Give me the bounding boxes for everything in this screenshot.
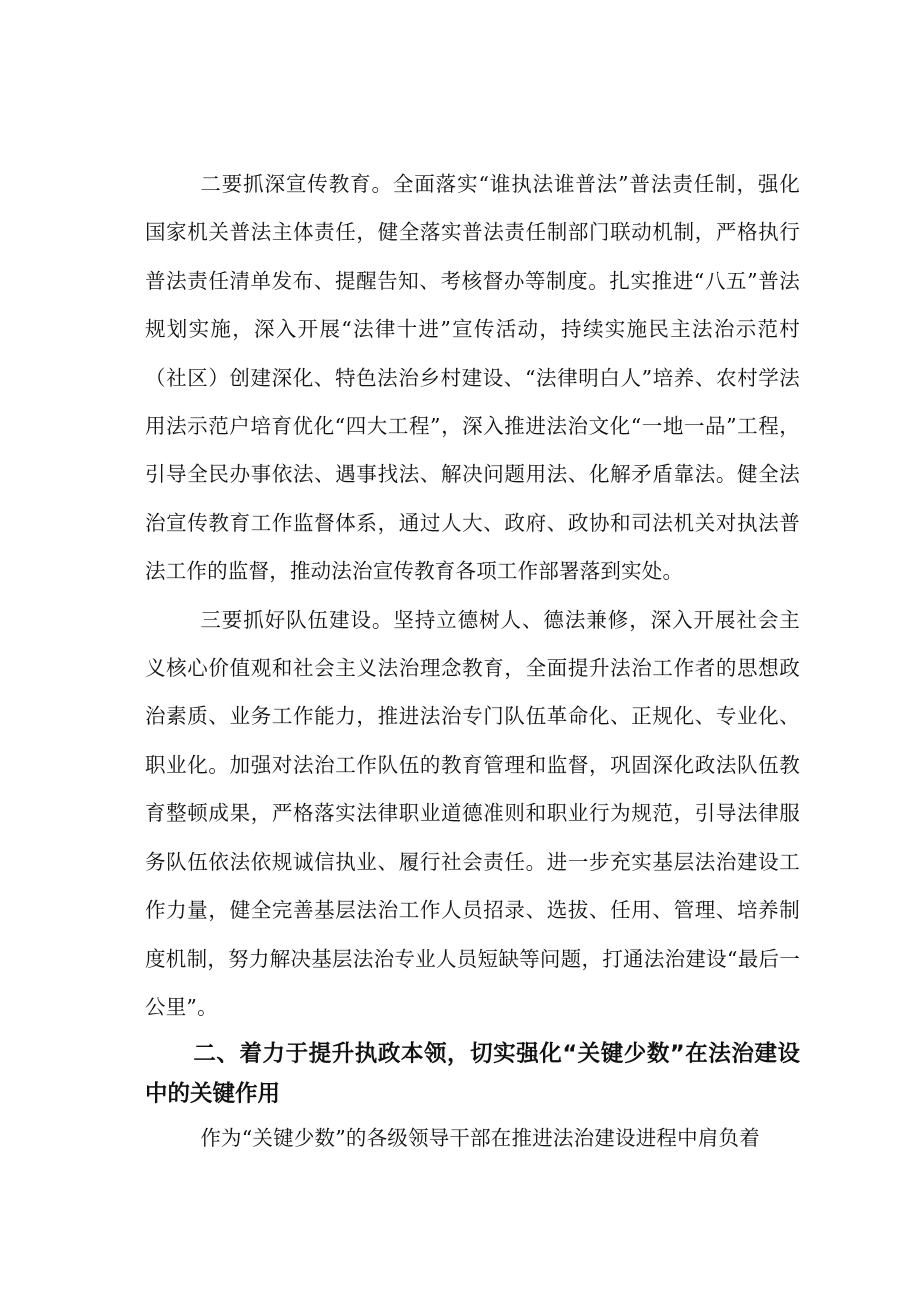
paragraph-key-minority: 作为“关键少数”的各级领导干部在推进法治建设进程中肩负着: [200, 1126, 760, 1151]
paragraph-publicity-education: 二要抓深宣传教育。全面落实“谁执法谁普法”普法责任制，强化国家机关普法主体责任，健全落实普法责任制部门联动机制，严格执行普法责任清单发布、提醒告知、考核督办等制度。扎实推进“八五”普法规划实施，深入开展“法律十进”宣传活动，持续实施民主法治示范村（社区）创建深化、特色法治乡村建设、“法律明白人”培养、农村学法用法示范户培育优化“四大工程”，深入推进法治文化“一地一品”工程，引导全民办事依法、遇事找法、解决问题用法、化解矛盾靠法。健全法治宣传教育工作监督体系，通过人大、政府、政协和司法机关对执法普法工作的监督，推动法治宣传教育各项工作部署落到实处。: [145, 172, 800, 584]
document-body: [145, 160, 800, 1163]
paragraph-team-building: 三要抓好队伍建设。坚持立德树人、德法兼修，深入开展社会主义核心价值观和社会主义法治理念教育，全面提升法治工作者的思想政治素质、业务工作能力，推进法治专门队伍革命化、正规化、专业化、职业化。加强对法治工作队伍的教育管理和监督，巩固深化政法队伍教育整顿成果，严格落实法律职业道德准则和职业行为规范，引导法律服务队伍依法依规诚信执业、履行社会责任。进一步充实基层法治建设工作力量，健全完善基层法治工作人员招录、选拔、任用、管理、培养制度机制，努力解决基层法治专业人员短缺等问题，打通法治建设“最后一公里”。: [145, 607, 800, 1019]
section-heading: 二、着力于提升执政本领，切实强化“关键少数”在法治建设中的关键作用: [145, 1041, 800, 1108]
